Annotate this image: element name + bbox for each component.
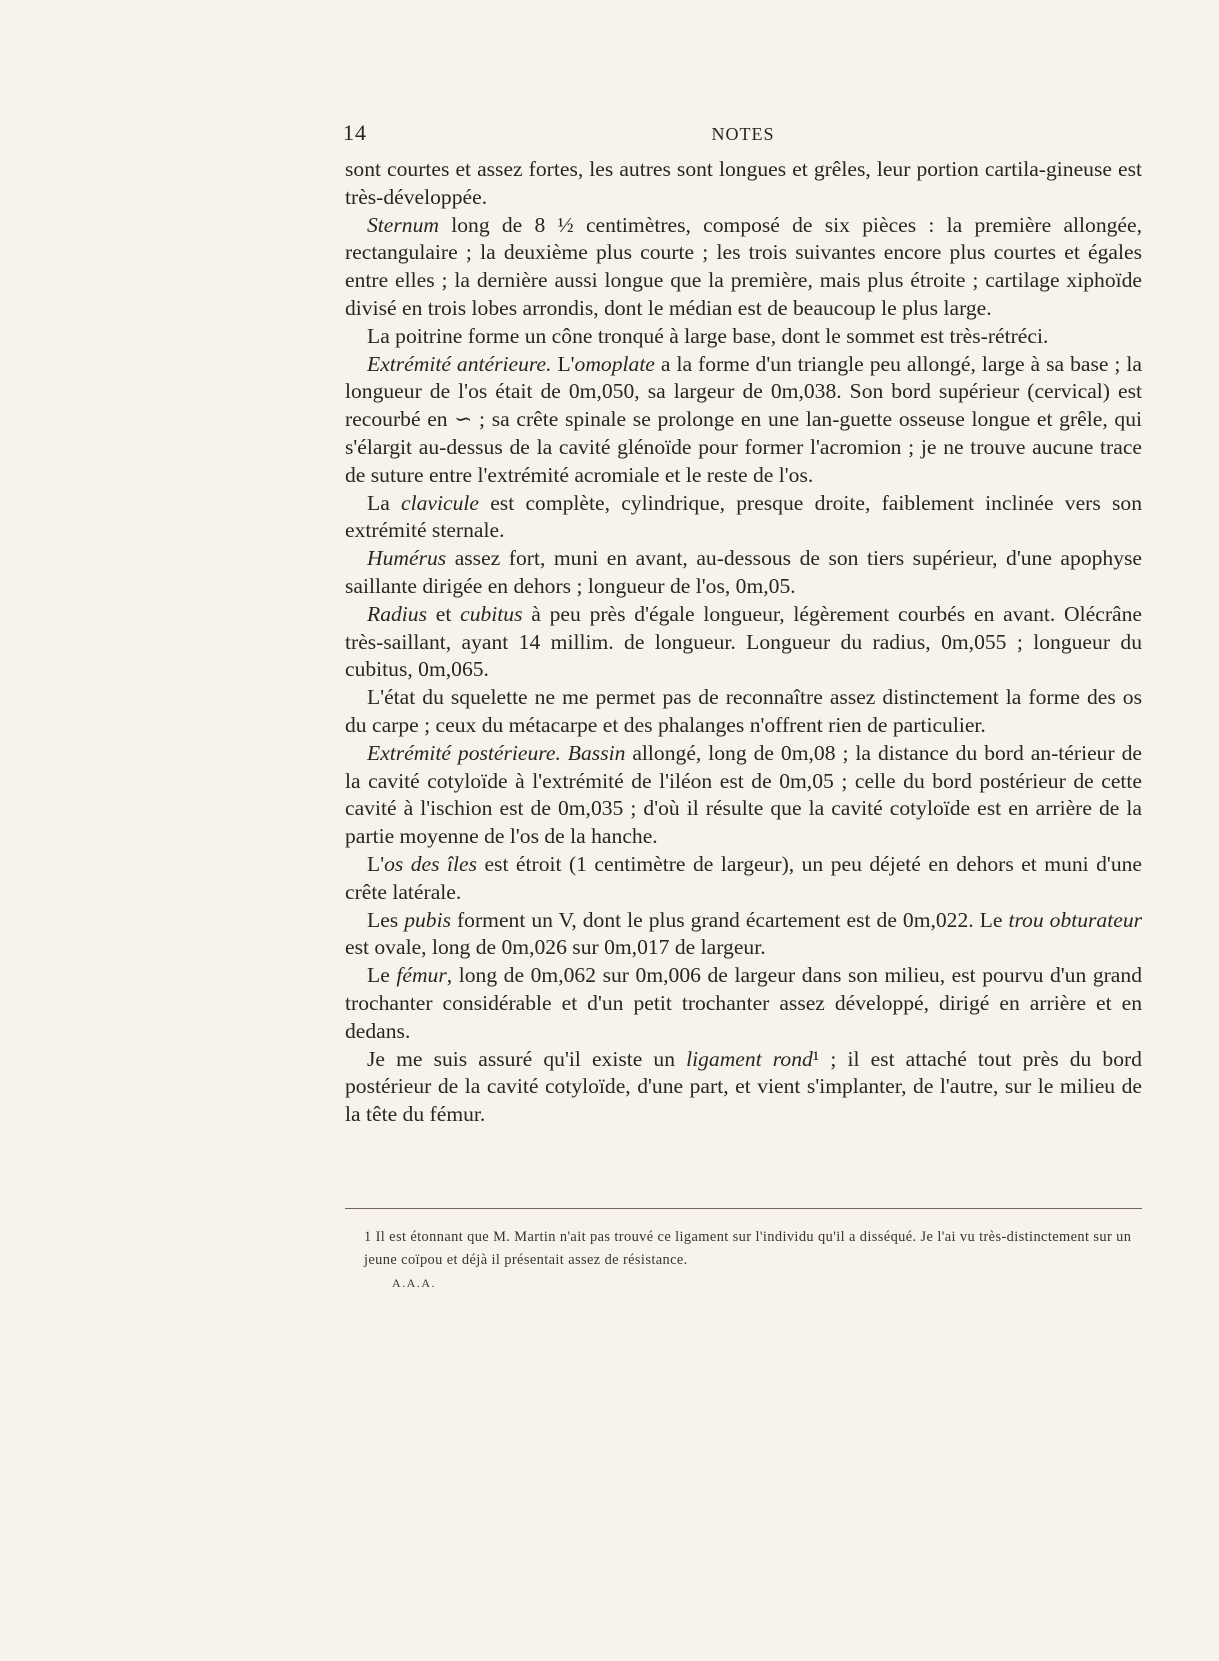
text-run: Les <box>367 907 405 932</box>
footnote-signature: A.A.A. <box>392 1276 436 1290</box>
text-run: Le <box>367 963 397 988</box>
paragraph <box>345 323 1142 351</box>
text-run: est étroit (1 centimètre de largeur), un peu déjeté en dehors et muni d'une crête latérale. <box>345 851 1142 904</box>
italic-term: Extrémité postérieure. <box>367 740 561 765</box>
paragraph <box>345 1046 1142 1129</box>
paragraph <box>345 156 1142 212</box>
paragraph <box>345 351 1142 490</box>
text-run: assez fort, muni en avant, au-dessous de son tiers supérieur, d'une apophyse saillante dirigée en dehors ; longueur de l'os, 0m,05. <box>345 546 1142 598</box>
page-number: 14 <box>343 120 367 145</box>
running-title: NOTES <box>711 124 775 144</box>
paragraph <box>345 684 1142 740</box>
italic-term: Sternum <box>367 212 439 237</box>
paragraph <box>345 490 1142 546</box>
italic-term: Humérus <box>367 546 447 571</box>
text-run: est complète, cylindrique, presque droite, faiblement inclinée vers son extrémité sternale. <box>345 490 1142 543</box>
text-run: allongé, long de 0m,08 ; la distance du bord an-térieur de la cavité cotyloïde à l'extrémité de l'iléon est de 0m,05 ; celle du bord postérieur de cette cavité à l'ischion est de 0m,035 ; d'où il résulte que la cavité cotyloïde est en arrière de la partie moyenne de l'os de la hanche. <box>345 740 1142 849</box>
italic-term: cubitus <box>460 601 523 626</box>
italic-term: os des îles <box>384 851 477 876</box>
text-run: et <box>426 601 461 626</box>
text-run: a la forme d'un triangle peu allongé, large à sa base ; la longueur de l'os était de 0m,050, sa largeur de 0m,038. Son bord supérieur (cervical) est recourbé en ∽ ; sa crête spinale se prolonge en une lan-guette osseuse longue et grêle, qui s'élargit au-dessus de la cavité glénoïde pour former l'acromion ; je ne trouve aucune trace de suture entre l'extrémité acromiale et le reste de l'os. <box>345 351 1142 487</box>
body-text <box>345 156 1142 1129</box>
text-run: L' <box>367 851 385 876</box>
text-run: Je me suis assuré qu'il existe un <box>367 1046 687 1071</box>
text-run: La <box>367 490 402 515</box>
text-run: L'état du squelette ne me permet pas de reconnaître assez distinctement la forme des os du carpe ; ceux du métacarpe et des phalanges n'offrent rien de particulier. <box>345 685 1142 737</box>
italic-term: omoplate <box>574 351 655 376</box>
text-run: forment un V, dont le plus grand écartement est de 0m,022. Le <box>450 907 1009 932</box>
paragraph <box>345 851 1142 907</box>
italic-term: Bassin <box>567 740 626 765</box>
paragraph <box>345 962 1142 1045</box>
footnote-1: 1 Il est étonnant que M. Martin n'ait pas trouvé ce ligament sur l'individu qu'il a disséqué. Je l'ai vu très-distinctement sur un jeune coïpou et déjà il présentait assez de résistance. <box>364 1229 1132 1268</box>
text-run: long de 8 ½ centimètres, composé de six pièces : la première allongée, rectangulaire ; la deuxième plus courte ; les trois suivantes encore plus courtes et égales entre elles ; la dernière aussi longue que la première, mais plus étroite ; cartilage xiphoïde divisé en trois lobes arrondis, dont le médian est de beaucoup le plus large. <box>345 212 1142 320</box>
italic-term: pubis <box>404 907 451 932</box>
running-head <box>343 120 1143 148</box>
paragraph <box>345 212 1142 323</box>
italic-term: trou obturateur <box>1008 907 1143 932</box>
italic-term: Radius <box>367 601 427 626</box>
paragraph <box>345 907 1142 963</box>
footnotes <box>364 1226 1139 1295</box>
paragraph <box>345 740 1142 851</box>
italic-term: clavicule <box>401 490 479 515</box>
italic-term: Extrémité antérieure. <box>367 351 552 376</box>
text-run <box>561 741 568 765</box>
italic-term: fémur <box>396 963 447 988</box>
text-run: L' <box>551 351 575 376</box>
paragraph <box>345 545 1142 601</box>
text-run: est ovale, long de 0m,026 sur 0m,017 de largeur. <box>345 935 766 960</box>
footnote-rule <box>345 1208 1142 1209</box>
italic-term: ligament rond <box>686 1046 813 1071</box>
text-run: ¹ ; il est attaché tout près du bord postérieur de la cavité cotyloïde, d'une part, et vient s'implanter, de l'autre, sur le milieu de la tête du fémur. <box>345 1046 1142 1127</box>
text-run: La poitrine forme un cône tronqué à large base, dont le sommet est très-rétréci. <box>367 323 1049 348</box>
text-run: à peu près d'égale longueur, légèrement courbés en avant. Olécrâne très-saillant, ayant 14 millim. de longueur. Longueur du radius, 0m,055 ; longueur du cubitus, 0m,065. <box>345 601 1142 682</box>
paragraph <box>345 601 1142 684</box>
text-run: sont courtes et assez fortes, les autres sont longues et grêles, leur portion cartila-gineuse est très-développée. <box>345 157 1142 209</box>
text-run: , long de 0m,062 sur 0m,006 de largeur dans son milieu, est pourvu d'un grand trochanter considérable et d'un petit trochanter assez développé, dirigé en arrière et en dedans. <box>345 963 1142 1043</box>
